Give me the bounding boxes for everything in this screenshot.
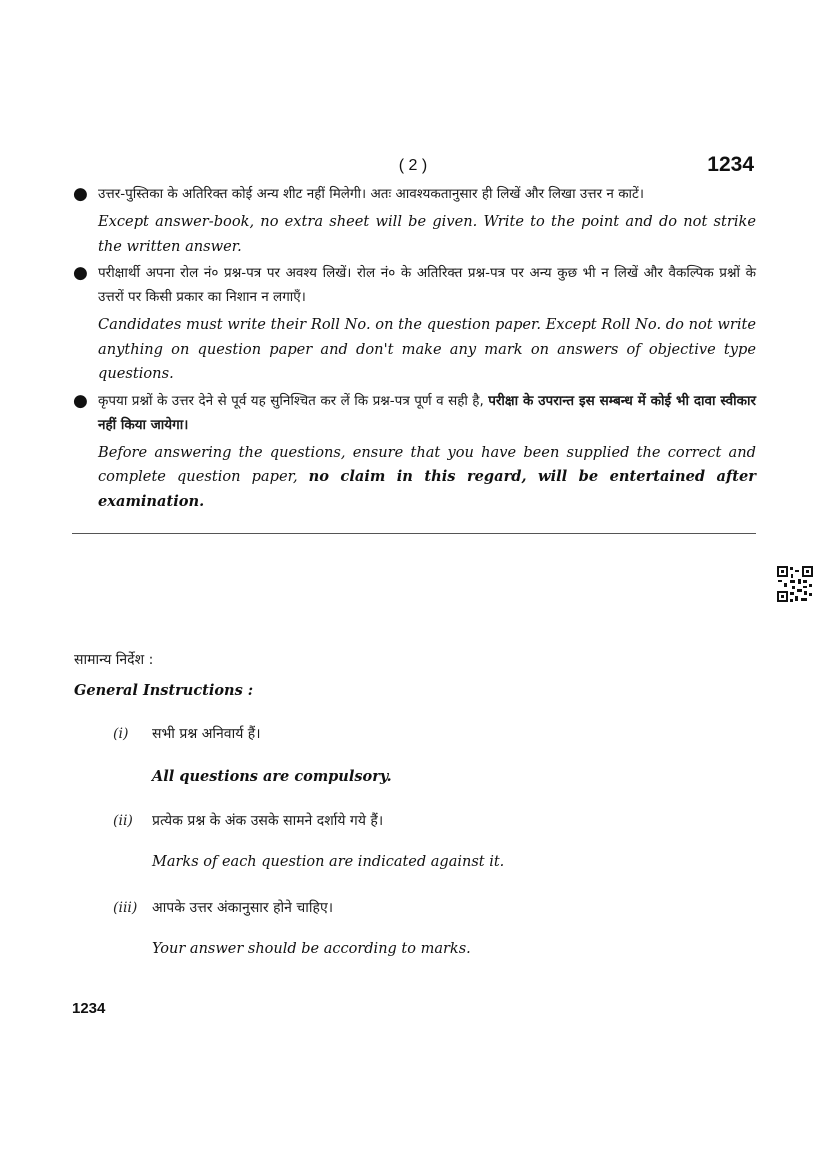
paper-code-footer: 1234 — [72, 1000, 106, 1017]
instruction-english — [98, 441, 756, 515]
instruction-english-bold: no claim in this regard, will be entertained after examination. — [98, 468, 756, 510]
item-number: (i) — [113, 726, 129, 742]
instruction-english-text: Before answering the questions, ensure that you have been supplied the correct and complete question paper, — [98, 443, 756, 485]
instruction-hindi: परीक्षार्थी अपना रोल नं० प्रश्न-पत्र पर अवश्य लिखें। रोल नं० के अतिरिक्त प्रश्न-पत्र पर अन्य कुछ भी न लिखें और वैकल्पिक प्रश्नों के उत्तरों पर किसी प्रकार का निशान न लगाएँ। — [98, 265, 756, 305]
item-english: All questions are compulsory. — [152, 768, 392, 785]
instruction-item — [72, 389, 756, 515]
bullet-icon: ● — [73, 184, 88, 204]
item-number: (ii) — [113, 813, 133, 829]
item-english: Marks of each question are indicated against it. — [152, 854, 505, 870]
instruction-english: Except answer-book, no extra sheet will be given. Write to the point and do not strike the written answer. — [98, 213, 756, 255]
item-number: (iii) — [113, 900, 138, 916]
instruction-hindi-text: कृपया प्रश्नों के उत्तर देने से पूर्व यह सुनिश्चित कर लें कि प्रश्न-पत्र पूर्ण व सही है, — [98, 392, 489, 409]
qr-code-icon — [776, 565, 814, 603]
page-number: ( 2 ) — [398, 157, 428, 174]
divider — [72, 533, 756, 534]
instruction-hindi-bold: परीक्षा के उपरान्त इस सम्बन्ध में कोई भी दावा स्वीकार नहीं किया जायेगा। — [98, 392, 756, 433]
item-hindi: आपके उत्तर अंकानुसार होने चाहिए। — [152, 900, 333, 916]
item-hindi: सभी प्रश्न अनिवार्य हैं। — [152, 726, 261, 742]
instruction-hindi — [98, 389, 756, 437]
instruction-english: Candidates must write their Roll No. on the question paper. Except Roll No. do not write anything on question paper and don't make any mark on answers of objective type questions. — [98, 316, 756, 382]
instruction-item — [72, 261, 756, 387]
general-instructions-heading: General Instructions : — [74, 682, 254, 699]
item-english: Your answer should be according to marks. — [152, 941, 471, 957]
bullet-icon: ● — [73, 263, 88, 283]
instruction-hindi: उत्तर-पुस्तिका के अतिरिक्त कोई अन्य शीट नहीं मिलेगी। अतः आवश्यकतानुसार ही लिखें और लिखा उत्तर न काटें। — [98, 186, 644, 202]
general-instructions-hindi-heading: सामान्य निर्देश : — [74, 652, 154, 668]
bullet-icon: ● — [73, 390, 88, 411]
item-hindi: प्रत्येक प्रश्न के अंक उसके सामने दर्शाये गये हैं। — [152, 813, 384, 829]
paper-code-header: 1234 — [707, 153, 754, 176]
instruction-item — [72, 182, 756, 259]
instruction-list — [72, 182, 756, 516]
